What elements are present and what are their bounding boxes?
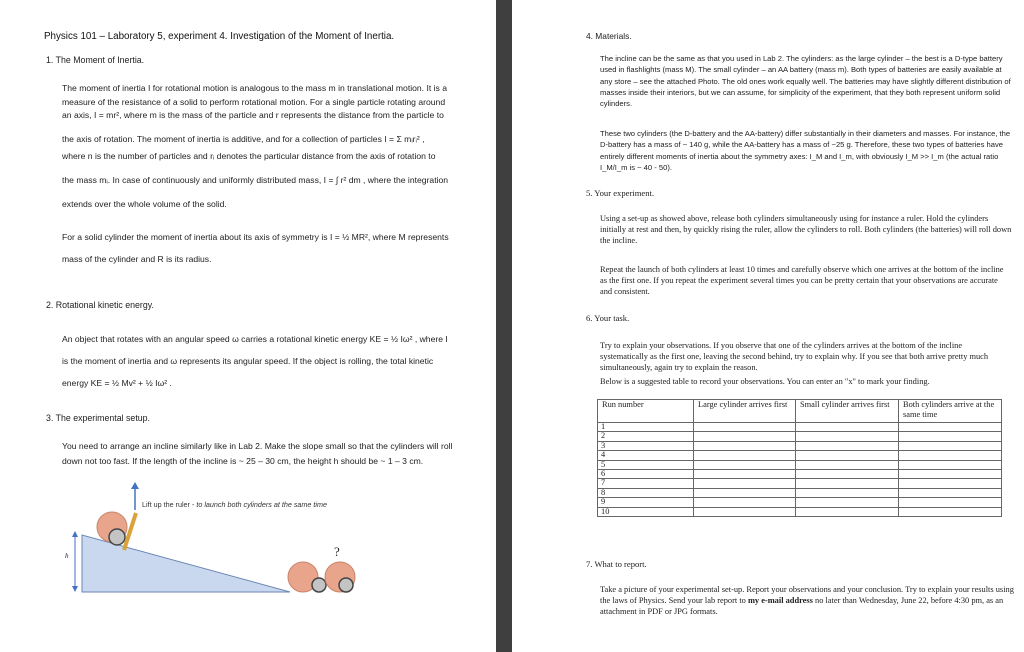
text-line: where n is the number of particles and rᵢ denotes the particular distance from the axis of rotation to [62,151,436,161]
same-time-cell[interactable] [899,488,1002,497]
section-1-heading: 1. The Moment of Inertia. [46,55,145,65]
observations-table [597,399,1002,517]
text-line: down not too fast. If the length of the incline is ~ 25 – 30 cm, the height h should be ~ 1 – 3 cm. [62,456,424,466]
section-4-heading: 4. Materials. [586,31,632,41]
same-time-cell[interactable] [899,423,1002,432]
document-title: Physics 101 – Laboratory 5, experiment 4. Investigation of the Moment of Inertia. [44,31,395,42]
section-6-paragraph-2: Below is a suggested table to record your observations. You can enter an "x" to mark your finding. [600,377,930,386]
text-line: is the moment of inertia and ω represents its angular speed. If the object is rolling, the total kinetic [62,356,434,366]
run-number-cell: 3 [598,441,694,450]
small-first-cell[interactable] [796,451,899,460]
height-label: h [65,552,69,560]
caption-italic-text: to launch both cylinders at the same time [196,500,327,509]
large-first-cell[interactable] [694,479,796,488]
run-number-cell: 5 [598,460,694,469]
run-number-cell: 8 [598,488,694,497]
section-4-paragraph-1: The incline can be the same as that you used in Lab 2. The cylinders: as the large cylinder – the best is a D-type battery used in flashlights (mass M). The small cylinder – an AA battery (mass m). Both types of batteries are easily available at any store – see the attached Photo. The old ones work equally well. The batteries may have slightly different distribution of masses inside their interiors, but we can assume, for simplicity of the experiment, that they both represent uniform solid cylinders. [600,54,1011,109]
observations-table-wrapper [597,399,1002,517]
large-first-cell[interactable] [694,441,796,450]
section-1-paragraph-1 [62,82,492,212]
small-first-cell[interactable] [796,441,899,450]
text-line: the axis of rotation. The moment of inertia is additive, and for a collection of particles I = Σ mᵢrᵢ² , [62,134,425,144]
experimental-setup-figure [60,480,480,600]
large-first-cell[interactable] [694,470,796,479]
section-5-heading: 5. Your experiment. [586,188,655,198]
same-time-cell[interactable] [899,451,1002,460]
text-line: extends over the whole volume of the solid. [62,199,227,209]
small-first-cell[interactable] [796,507,899,516]
small-cylinder-bottom [312,578,326,592]
same-time-cell[interactable] [899,498,1002,507]
section-2-paragraph [62,333,492,390]
small-first-cell[interactable] [796,498,899,507]
figure-caption [142,500,327,509]
page-divider [496,0,512,652]
same-time-cell[interactable] [899,479,1002,488]
table-row [598,423,1002,432]
header-large-first: Large cylinder arrives first [694,400,796,423]
header-run-number: Run number [598,400,694,423]
small-first-cell[interactable] [796,423,899,432]
text-line: the mass mᵢ. In case of continuously and uniformly distributed mass, I = ∫ r² dm , where the integration [62,175,449,185]
same-time-cell[interactable] [899,432,1002,441]
arrow-down-icon [72,586,78,592]
section-6-paragraph-1: Try to explain your observations. If you observe that one of the cylinders arrives at the bottom of the incline systematically as the first one, leaving the second behind, try to explain why. If you see that both arrive pretty much simultaneously, again try to explain the reason. [600,341,989,372]
section-7-heading: 7. What to report. [586,559,647,569]
table-row [598,488,1002,497]
small-first-cell[interactable] [796,432,899,441]
text-line: An object that rotates with an angular speed ω carries a rotational kinetic energy KE = ½ Iω² , where I [62,334,448,344]
right-page [512,0,1024,652]
run-number-cell: 2 [598,432,694,441]
section-3-heading: 3. The experimental setup. [46,413,150,423]
large-first-cell[interactable] [694,498,796,507]
run-number-cell: 9 [598,498,694,507]
text-line: You need to arrange an incline similarly like in Lab 2. Make the slope small so that the cylinders will roll [62,441,453,451]
large-first-cell[interactable] [694,488,796,497]
small-first-cell[interactable] [796,470,899,479]
small-first-cell[interactable] [796,460,899,469]
left-page [0,0,496,652]
large-first-cell[interactable] [694,460,796,469]
run-number-cell: 6 [598,470,694,479]
run-number-cell: 1 [598,423,694,432]
section-6-heading: 6. Your task. [586,313,630,323]
large-first-cell[interactable] [694,507,796,516]
table-row [598,441,1002,450]
caption-text: Lift up the ruler - [142,500,197,509]
large-first-cell[interactable] [694,451,796,460]
section-7-paragraph [600,584,1014,617]
same-time-cell[interactable] [899,460,1002,469]
table-row [598,479,1002,488]
same-time-cell[interactable] [899,441,1002,450]
text-line: energy KE = ½ Mv² + ½ Iω² . [62,378,172,388]
text-line: For a solid cylinder the moment of inertia about its axis of symmetry is I = ½ MR², where M represents [62,232,449,242]
small-cylinder [109,529,125,545]
text-line: measure of the resistance of a solid to perform rotational motion. For a single particle rotating around [62,96,446,107]
section-2-heading: 2. Rotational kinetic energy. [46,300,154,310]
table-header-row [598,400,1002,423]
same-time-cell[interactable] [899,507,1002,516]
section-4-paragraph-2: These two cylinders (the D-battery and the AA-battery) differ substantially in their diameters and masses. For instance, the D-battery has a mass of ~ 140 g, while the AA-battery has a mass of ~25 g. Therefore, these two types of batteries have entirely different moments of inertia about the symmetry axes: I_M and I_m, with obviously I_M >> I_m (the actual ratio I_M/I_m is ~ 40 - 50). [600,129,1011,172]
section-1-paragraph-2 [62,231,492,266]
table-row [598,470,1002,479]
small-cylinder-bottom [339,578,353,592]
question-mark: ? [334,544,340,559]
table-row [598,451,1002,460]
large-first-cell[interactable] [694,432,796,441]
report-text: Take a picture of your experimental set-up. Report your observations and your conclusion. Try to explain your results using the laws of Physics. Send your lab report to [600,585,1014,605]
section-5-paragraph-2: Repeat the launch of both cylinders at least 10 times and carefully observe which one arrives at the bottom of the incline as the first one. If you repeat the experiment several times you can be pretty certain that your observations are accurate and consistent. [600,265,1004,296]
small-first-cell[interactable] [796,479,899,488]
same-time-cell[interactable] [899,470,1002,479]
text-line: The moment of inertia I for rotational motion is analogous to the mass m in translational motion. It is a [62,83,447,93]
run-number-cell: 10 [598,507,694,516]
text-line: an axis, I = mr², where m is the mass of the particle and r represents the distance from the particle to [62,110,444,120]
arrow-up-icon [131,482,139,489]
run-number-cell: 4 [598,451,694,460]
report-text-end: no later than Wednesday, June 22, before 4:30 pm, as an attachment in PDF or JPG formats. [600,596,1004,616]
section-5-paragraph-1: Using a set-up as showed above, release both cylinders simultaneously using for instance a ruler. Hold the cylinders initially at rest and then, by quickly rising the ruler, allow the cylinders to roll. Both cylinders (the batteries) will roll down the incline. [600,214,1012,245]
text-line: mass of the cylinder and R is its radius. [62,254,212,264]
small-first-cell[interactable] [796,488,899,497]
table-row [598,460,1002,469]
arrow-up-icon [72,531,78,537]
header-same-time: Both cylinders arrive at the same time [899,400,1002,423]
table-row [598,507,1002,516]
run-number-cell: 7 [598,479,694,488]
table-row [598,498,1002,507]
section-3-paragraph [62,440,492,468]
table-row [598,432,1002,441]
header-small-first: Small cylinder arrives first [796,400,899,423]
email-emphasis: my e-mail address [747,596,813,605]
large-first-cell[interactable] [694,423,796,432]
